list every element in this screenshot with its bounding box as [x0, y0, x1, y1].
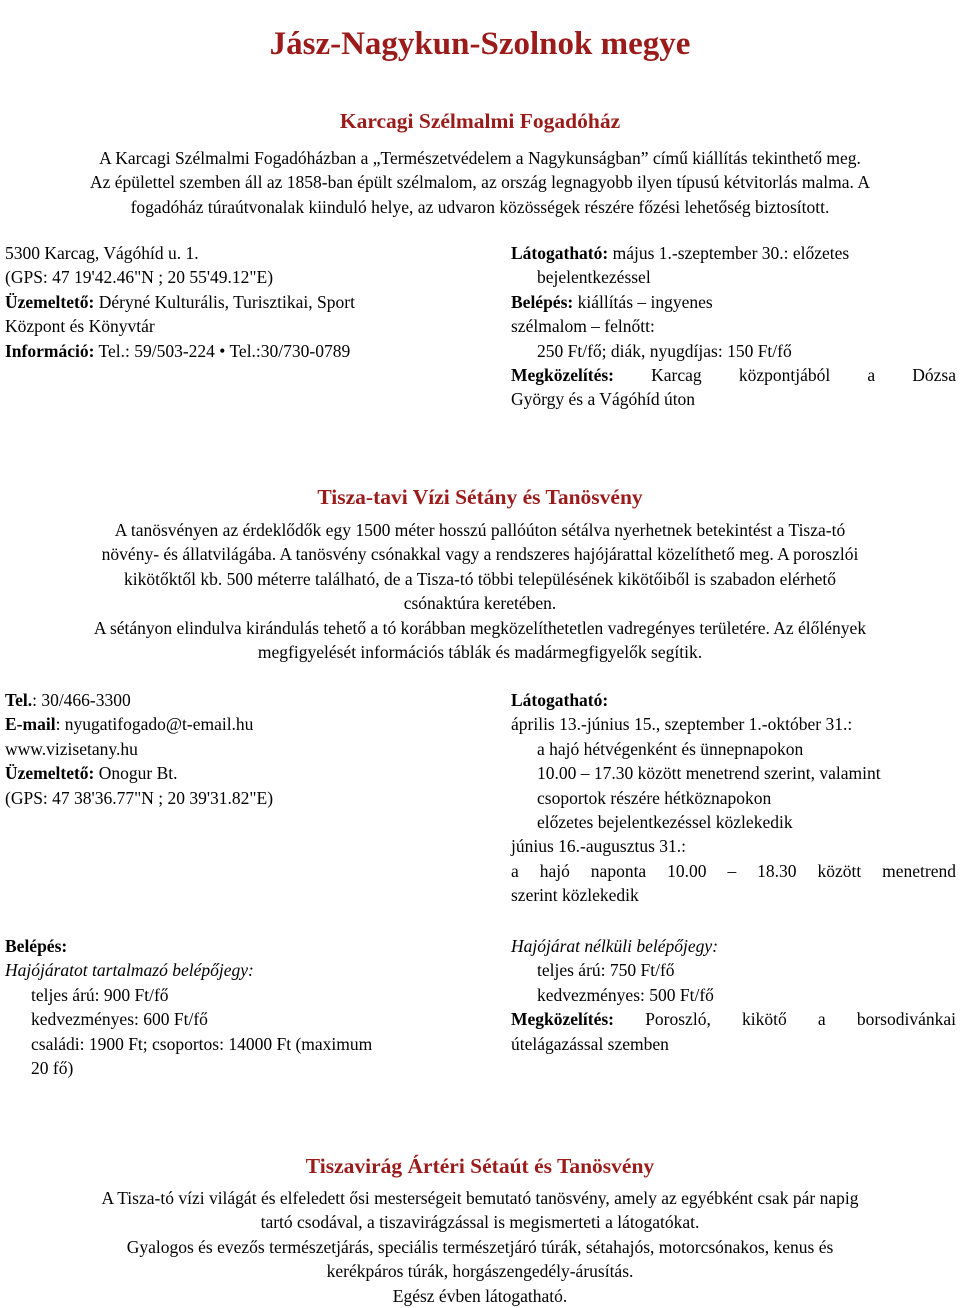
ticket-no-boat-label: Hajójárat nélküli belépőjegy: [511, 936, 719, 956]
approach-line [511, 363, 956, 387]
visit-word: menetrend [882, 860, 956, 881]
visit-line [511, 241, 956, 265]
entry-label: Belépés: [511, 291, 574, 312]
visit-text-continued: bejelentkezéssel [537, 267, 651, 288]
approach-word: Dózsa [912, 365, 956, 386]
email-line [5, 712, 475, 736]
gps: (GPS: 47 38'36.77"N ; 20 39'31.82"E) [5, 787, 274, 808]
visit-word: 18.30 [757, 860, 797, 881]
section-heading-tiszavirag: Tiszavirág Ártéri Sétaút és Tanösvény [305, 1153, 655, 1178]
full-price: teljes árú: 750 Ft/fő [537, 960, 675, 981]
section-heading-tisza-vizi: Tisza-tavi Vízi Sétány és Tanösvény [317, 484, 643, 509]
entry-text: kiállítás – ingyenes [573, 291, 713, 312]
email-label: E-mail [5, 714, 56, 735]
email-text: : nyugatifogado@t-email.hu [55, 714, 254, 735]
intro-line: A Karcagi Szélmalmi Fogadóházban a „Természetvédelem a Nagykunságban” című kiállítás tekinthető meg. [99, 148, 861, 168]
intro-line: megfigyelését információs táblák és madármegfigyelők segítik. [257, 642, 703, 663]
karcag-contact-column [5, 241, 475, 363]
section-intro-tiszavirag [0, 1186, 960, 1308]
section-intro-karcag [0, 146, 960, 219]
discount-price: kedvezményes: 500 Ft/fő [537, 984, 714, 1005]
gps: (GPS: 47 19'42.46"N ; 20 55'49.12"E) [5, 267, 274, 288]
visit-text: május 1.-szeptember 30.: előzetes [608, 243, 850, 263]
tisza-contact-column [5, 688, 475, 810]
approach-word: borsodivánkai [856, 1009, 956, 1030]
approach-word: központjából [738, 365, 831, 386]
intro-line: kerékpáros túrák, horgászengedély-árusítás. [326, 1261, 634, 1282]
page-title: Jász-Nagykun-Szolnok megye [269, 26, 691, 63]
operator-text: Déryné Kulturális, Turisztikai, Sport [94, 291, 355, 312]
intro-line: növény- és állatvilágába. A tanösvény csónakkal vagy a rendszeres hajójárattal közelíthető meg. A poroszlói [101, 544, 859, 565]
visit-word: között [817, 860, 862, 881]
intro-line: fogadóház túraútvonalak kiinduló helye, az udvaron közösségek részére főzési lehetőség biztosított. [130, 196, 830, 217]
family-price-continued: 20 fő) [31, 1058, 74, 1079]
address: 5300 Karcag, Vágóhíd u. 1. [5, 243, 199, 263]
intro-line: Az épülettel szemben áll az 1858-ban épült szélmalom, az ország legnagyobb ilyen típusú kétvitorlás malma. A [90, 172, 870, 193]
approach-line [511, 1007, 956, 1031]
discount-price: kedvezményes: 600 Ft/fő [31, 1009, 208, 1030]
visit-word: – [727, 860, 737, 881]
section-intro-tisza-vizi [0, 518, 960, 664]
approach-word: Karcag [651, 365, 702, 386]
approach-label: Megközelítés: [511, 1009, 615, 1030]
tel-text: : 30/466-3300 [32, 690, 131, 710]
operator-line [5, 761, 475, 785]
visit-period-1: április 13.-június 15., szeptember 1.-október 31.: [511, 714, 853, 735]
visit-detail: a hajó hétvégenként és ünnepnapokon [537, 738, 804, 759]
entry-windmill: szélmalom – felnőtt: [511, 316, 655, 337]
visit-detail: 10.00 – 17.30 között menetrend szerint, valamint [537, 763, 881, 784]
approach-label: Megközelítés: [511, 365, 615, 386]
visit-label: Látogatható: [511, 690, 609, 710]
visit-period-2: június 16.-augusztus 31.: [511, 836, 686, 857]
tel-line [5, 688, 475, 712]
intro-line: Egész évben látogatható. [392, 1285, 568, 1306]
visit-detail-justified [511, 859, 956, 883]
tel-label: Tel. [5, 690, 33, 710]
intro-line: A Tisza-tó vízi világát és elfeledett ősi mesterségeit bemutató tanösvény, amely az egyébként csak pár napig [101, 1188, 859, 1208]
tisza-visit-column [511, 688, 956, 908]
visit-label: Látogatható: [511, 243, 609, 263]
approach-word: Poroszló, [645, 1009, 711, 1030]
section-heading-karcag: Karcagi Szélmalmi Fogadóház [339, 108, 621, 133]
visit-word: a [511, 860, 519, 881]
tisza-ticket-column-right [511, 934, 956, 1056]
approach-word: a [817, 1009, 826, 1030]
approach-word: kikötő [741, 1009, 787, 1030]
operator-label: Üzemeltető: [5, 291, 95, 312]
intro-line: A tanösvényen az érdeklődők egy 1500 méter hosszú pallóúton sétálva nyerhetnek betekintést a Tisza-tó [114, 520, 846, 540]
info-text: Tel.: 59/503-224 • Tel.:30/730-0789 [94, 340, 351, 361]
info-line [5, 339, 475, 363]
visit-detail: előzetes bejelentkezéssel közlekedik [537, 812, 793, 833]
info-label: Információ: [5, 340, 95, 361]
approach-word: a [867, 365, 876, 386]
entry-prices: 250 Ft/fő; diák, nyugdíjas: 150 Ft/fő [537, 340, 792, 361]
intro-line: tartó csodával, a tiszavirágzással is megismerteti a látogatókat. [260, 1212, 700, 1233]
intro-line: kikötőktől kb. 500 méterre található, de a Tisza-tó többi településének kikötőiből is szabadon elérhető [124, 568, 836, 589]
entry-label: Belépés: [5, 936, 68, 956]
tisza-ticket-column [5, 934, 475, 1080]
operator-label: Üzemeltető: [5, 763, 95, 784]
operator-line [5, 290, 475, 314]
approach-text-continued: útelágazással szemben [511, 1033, 669, 1054]
intro-line: Gyalogos és evezős természetjárás, speciális természetjáró túrák, sétahajós, motorcsónakos, kenus és [126, 1236, 834, 1257]
approach-text-continued: György és a Vágóhíd úton [511, 389, 696, 410]
entry-line [511, 290, 956, 314]
karcag-visit-column [511, 241, 956, 412]
full-price: teljes árú: 900 Ft/fő [31, 984, 169, 1005]
visit-detail: szerint közlekedik [511, 885, 639, 906]
intro-line: csónaktúra keretében. [403, 593, 557, 614]
visit-word: hajó [539, 860, 570, 881]
visit-word: naponta [590, 860, 647, 881]
visit-word: 10.00 [667, 860, 707, 881]
visit-detail: csoportok részére hétköznapokon [537, 787, 772, 808]
operator-text: Onogur Bt. [94, 763, 178, 784]
intro-line: A sétányon elindulva kirándulás tehető a tó korábban megközelíthetetlen vadregényes területére. Az élőlények [93, 617, 867, 638]
operator-text-continued: Központ és Könyvtár [5, 316, 155, 337]
ticket-with-boat-label: Hajójáratot tartalmazó belépőjegy: [5, 960, 254, 981]
family-price: családi: 1900 Ft; csoportos: 14000 Ft (maximum [31, 1033, 373, 1054]
website: www.vizisetany.hu [5, 738, 138, 759]
